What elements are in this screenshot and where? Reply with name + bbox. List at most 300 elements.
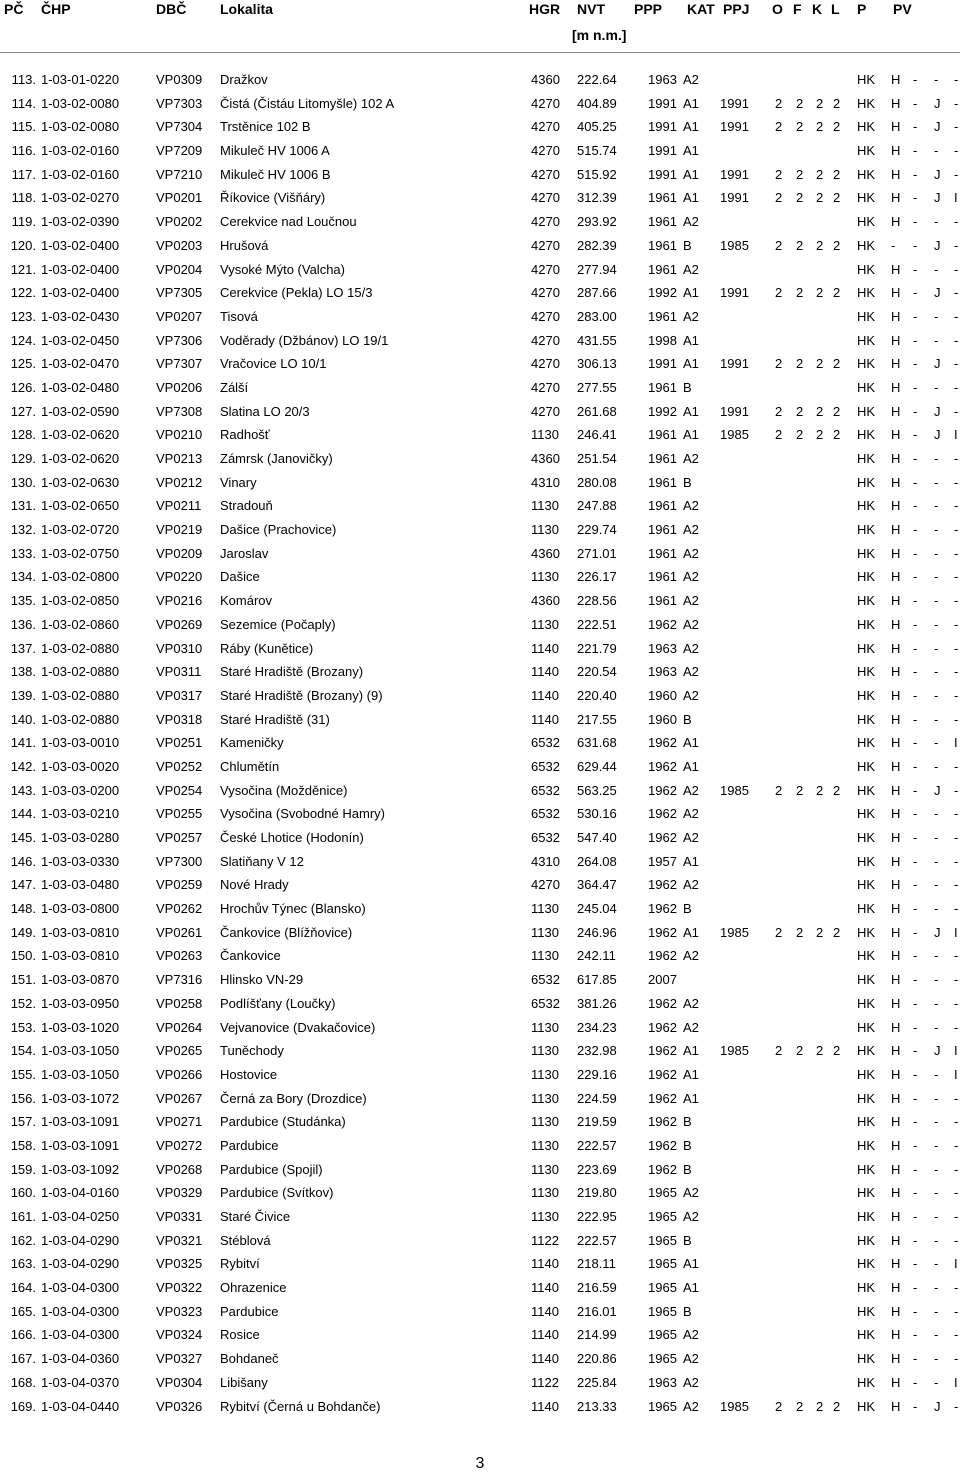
table-row	[0, 1181, 960, 1205]
cell-chp-code: 1-03-04-0290	[41, 1232, 120, 1248]
cell-locality: Ohrazenice	[220, 1280, 287, 1296]
cell-hgr-value: 1140	[531, 1256, 559, 1272]
cell-ppj-year: 1985	[720, 924, 749, 940]
cell-nvt-value: 216.01	[577, 1303, 617, 1319]
cell-nvt-value: 246.96	[577, 924, 617, 940]
cell-ppp-year: 1965	[648, 1256, 677, 1272]
cell-dbc-code: VP0203	[156, 237, 203, 253]
cell-locality: Rybitví (Černá u Bohdanče)	[220, 1398, 381, 1414]
cell-hgr-value: 4270	[531, 332, 560, 348]
cell-dbc-code: VP0310	[156, 640, 203, 656]
cell-p-code: HK	[857, 901, 876, 917]
cell-ppp-year: 1962	[648, 995, 677, 1011]
cell-pv-flag-3: -	[934, 1185, 939, 1201]
header-pv: PV	[893, 1, 912, 17]
page-number: 3	[475, 1455, 485, 1472]
cell-locality: Sezemice (Počaply)	[220, 616, 336, 632]
cell-row-number: 157.	[10, 1114, 36, 1130]
cell-pv-flag-3: -	[934, 1374, 939, 1390]
cell-dbc-code: VP7303	[156, 95, 203, 111]
cell-pv-flag-2: -	[913, 664, 918, 680]
cell-kat-value: B	[683, 1303, 692, 1319]
cell-pv-flag-1: H	[891, 474, 901, 490]
cell-row-number: 156.	[10, 1090, 36, 1106]
table-row	[0, 1039, 960, 1063]
cell-pv-flag-2: -	[913, 1374, 918, 1390]
cell-pv-flag-3: -	[934, 806, 939, 822]
cell-ppp-year: 1962	[648, 1043, 677, 1059]
table-row	[0, 139, 960, 163]
cell-pv-flag-1: H	[891, 830, 901, 845]
cell-kat-value: A1	[683, 924, 699, 940]
cell-locality: Hlinsko VN-29	[220, 972, 304, 988]
cell-pv-flag-3: -	[934, 640, 939, 656]
cell-nvt-value: 216.59	[577, 1280, 617, 1296]
cell-pv-flag-4: -	[954, 522, 959, 538]
cell-pv-flag-3: -	[934, 498, 939, 514]
cell-pv-flag-4: I	[954, 1256, 958, 1272]
cell-pv-flag-1: H	[891, 593, 901, 609]
header-nvt-unit: [m n.m.]	[572, 27, 627, 43]
cell-ppp-year: 1961	[648, 451, 677, 466]
cell-kat-value: A2	[683, 1209, 699, 1224]
table-row	[0, 518, 960, 542]
cell-ppp-year: 1960	[648, 711, 677, 727]
cell-pv-flag-3: J	[934, 1398, 941, 1414]
cell-ppp-year: 1962	[648, 1066, 677, 1082]
cell-locality: Dražkov	[220, 72, 268, 87]
cell-nvt-value: 234.23	[577, 1019, 617, 1035]
cell-locality: Jaroslav	[220, 545, 269, 561]
cell-dbc-code: VP0212	[156, 474, 203, 490]
cell-pv-flag-3: -	[934, 877, 939, 893]
cell-pv-flag-2: -	[913, 830, 918, 845]
cell-hgr-value: 6532	[531, 995, 560, 1011]
cell-pv-flag-4: -	[954, 901, 959, 917]
header-p: P	[857, 1, 867, 17]
cell-pv-flag-2: -	[913, 1280, 918, 1296]
table-row	[0, 660, 960, 684]
cell-pv-flag-1: H	[891, 95, 901, 111]
cell-chp-code: 1-03-02-0860	[41, 616, 120, 632]
cell-kat-value: A1	[683, 332, 699, 348]
cell-nvt-value: 222.64	[577, 72, 617, 87]
cell-pv-flag-1: H	[891, 1232, 901, 1248]
cell-nvt-value: 223.69	[577, 1161, 617, 1177]
cell-pv-flag-4: -	[954, 332, 959, 348]
cell-kat-value: A1	[683, 1090, 699, 1106]
cell-row-number: 165.	[10, 1303, 36, 1319]
cell-nvt-value: 220.54	[577, 664, 617, 680]
cell-row-number: 150.	[10, 948, 36, 964]
cell-pv-flag-1: H	[891, 948, 901, 964]
cell-row-number: 122.	[10, 285, 36, 301]
cell-k-flag: 2	[816, 924, 824, 940]
cell-pv-flag-2: -	[913, 901, 918, 917]
cell-row-number: 144.	[10, 806, 36, 822]
cell-k-flag: 2	[816, 166, 824, 182]
cell-ppj-year: 1991	[720, 403, 749, 419]
cell-pv-flag-1: H	[891, 451, 901, 466]
cell-locality: Vysočina (Možděnice)	[220, 782, 348, 798]
cell-chp-code: 1-03-02-0160	[41, 166, 120, 182]
cell-pv-flag-1: H	[891, 711, 901, 727]
cell-row-number: 158.	[10, 1137, 36, 1153]
cell-f-flag: 2	[796, 285, 804, 301]
cell-pv-flag-4: -	[954, 403, 959, 419]
cell-chp-code: 1-03-04-0440	[41, 1398, 120, 1414]
cell-locality: Pardubice	[220, 1303, 279, 1319]
table-row	[0, 779, 960, 803]
cell-kat-value: B	[683, 1137, 692, 1153]
cell-locality: Radhošť	[220, 427, 270, 443]
cell-pv-flag-4: I	[954, 1043, 958, 1059]
cell-p-code: HK	[857, 1327, 876, 1343]
cell-dbc-code: VP0329	[156, 1185, 203, 1201]
cell-hgr-value: 1140	[531, 687, 559, 703]
cell-p-code: HK	[857, 403, 876, 419]
cell-hgr-value: 1140	[531, 1351, 559, 1367]
cell-kat-value: A1	[683, 285, 699, 301]
cell-p-code: HK	[857, 782, 876, 798]
cell-row-number: 160.	[10, 1185, 36, 1201]
cell-k-flag: 2	[816, 119, 824, 135]
cell-pv-flag-2: -	[913, 545, 918, 561]
cell-dbc-code: VP7300	[156, 853, 203, 869]
cell-row-number: 114.	[11, 95, 36, 111]
cell-pv-flag-2: -	[913, 356, 918, 372]
cell-p-code: HK	[857, 1019, 876, 1035]
cell-p-code: HK	[857, 1351, 876, 1367]
table-header	[0, 0, 960, 52]
cell-row-number: 117.	[11, 166, 36, 182]
cell-row-number: 120.	[10, 237, 36, 253]
cell-pv-flag-3: -	[934, 711, 939, 727]
header-pc: PČ	[4, 1, 24, 17]
cell-chp-code: 1-03-02-0750	[41, 545, 120, 561]
cell-chp-code: 1-03-02-0800	[41, 569, 120, 585]
cell-ppp-year: 1965	[648, 1185, 677, 1201]
table-row	[0, 68, 960, 92]
cell-pv-flag-4: -	[954, 995, 959, 1011]
cell-kat-value: A1	[683, 427, 699, 443]
cell-pv-flag-1: H	[891, 735, 901, 751]
cell-pv-flag-2: -	[913, 687, 918, 703]
cell-f-flag: 2	[796, 237, 804, 253]
cell-chp-code: 1-03-04-0300	[41, 1303, 120, 1319]
cell-row-number: 121.	[10, 261, 36, 277]
cell-pv-flag-4: -	[954, 308, 959, 324]
cell-locality: Vračovice LO 10/1	[220, 356, 327, 372]
cell-kat-value: A2	[683, 451, 699, 466]
cell-pv-flag-1: H	[891, 687, 901, 703]
cell-kat-value: A2	[683, 995, 699, 1011]
cell-ppj-year: 1985	[720, 427, 749, 443]
cell-row-number: 159.	[10, 1161, 36, 1177]
cell-locality: Tisová	[220, 308, 258, 324]
cell-nvt-value: 293.92	[577, 214, 617, 230]
header-kat: KAT	[687, 1, 715, 17]
cell-chp-code: 1-03-04-0290	[41, 1256, 120, 1272]
cell-pv-flag-3: J	[934, 190, 941, 206]
cell-pv-flag-1: H	[891, 1019, 901, 1035]
table-row	[0, 1347, 960, 1371]
cell-p-code: HK	[857, 616, 876, 632]
cell-p-code: HK	[857, 308, 876, 324]
cell-pv-flag-3: -	[934, 1327, 939, 1343]
cell-chp-code: 1-03-04-0360	[41, 1351, 120, 1367]
cell-row-number: 162.	[10, 1232, 36, 1248]
cell-hgr-value: 4270	[531, 119, 560, 135]
cell-pv-flag-3: -	[934, 569, 939, 585]
cell-pv-flag-3: J	[934, 166, 941, 182]
cell-nvt-value: 219.80	[577, 1185, 617, 1201]
cell-dbc-code: VP0322	[156, 1280, 203, 1296]
cell-row-number: 152.	[10, 995, 36, 1011]
cell-k-flag: 2	[816, 1398, 824, 1414]
table-row	[0, 210, 960, 234]
cell-locality: Vinary	[220, 474, 257, 490]
cell-locality: Hostovice	[220, 1066, 278, 1082]
cell-pv-flag-1: H	[891, 285, 901, 301]
cell-f-flag: 2	[796, 403, 804, 419]
cell-pv-flag-1: H	[891, 143, 901, 159]
cell-locality: Staré Hradiště (31)	[220, 711, 330, 727]
cell-hgr-value: 4270	[531, 190, 560, 206]
cell-locality: Vejvanovice (Dvakačovice)	[220, 1019, 376, 1035]
cell-dbc-code: VP0251	[156, 735, 203, 751]
cell-pv-flag-3: -	[934, 853, 939, 869]
cell-locality: Pardubice	[220, 1137, 279, 1153]
cell-chp-code: 1-03-02-0880	[41, 711, 120, 727]
cell-pv-flag-2: -	[913, 782, 918, 798]
cell-pv-flag-4: -	[954, 1019, 959, 1035]
cell-p-code: HK	[857, 1303, 876, 1319]
cell-pv-flag-1: H	[891, 1256, 901, 1272]
cell-f-flag: 2	[796, 119, 804, 135]
cell-row-number: 147.	[10, 877, 36, 893]
cell-ppp-year: 1962	[648, 616, 677, 632]
cell-hgr-value: 1140	[531, 640, 559, 656]
cell-locality: Mikuleč HV 1006 B	[220, 166, 331, 182]
cell-pv-flag-2: -	[913, 593, 918, 609]
cell-pv-flag-2: -	[913, 1327, 918, 1343]
cell-dbc-code: VP0259	[156, 877, 203, 893]
cell-pv-flag-4: -	[954, 758, 959, 774]
cell-hgr-value: 4270	[531, 237, 560, 253]
cell-pv-flag-2: -	[913, 451, 918, 466]
cell-nvt-value: 247.88	[577, 498, 617, 514]
cell-l-flag: 2	[833, 95, 841, 111]
cell-chp-code: 1-03-03-0950	[41, 995, 120, 1011]
cell-pv-flag-4: -	[954, 1209, 959, 1224]
cell-dbc-code: VP0311	[156, 664, 202, 680]
cell-locality: Podlíšťany (Loučky)	[220, 995, 336, 1011]
cell-kat-value: A1	[683, 119, 699, 135]
cell-hgr-value: 4270	[531, 166, 560, 182]
cell-pv-flag-2: -	[913, 877, 918, 893]
cell-locality: Slatina LO 20/3	[220, 403, 310, 419]
header-l: L	[831, 1, 840, 17]
cell-pv-flag-3: -	[934, 664, 939, 680]
cell-pv-flag-4: -	[954, 1232, 959, 1248]
cell-chp-code: 1-03-04-0300	[41, 1327, 120, 1343]
cell-pv-flag-2: -	[913, 427, 918, 443]
cell-o-flag: 2	[775, 427, 783, 443]
table-row	[0, 637, 960, 661]
cell-dbc-code: VP0204	[156, 261, 203, 277]
table-row	[0, 1323, 960, 1347]
cell-nvt-value: 287.66	[577, 285, 617, 301]
cell-dbc-code: VP0219	[156, 522, 203, 538]
cell-nvt-value: 229.16	[577, 1066, 617, 1082]
cell-chp-code: 1-03-04-0300	[41, 1280, 120, 1296]
cell-pv-flag-3: -	[934, 995, 939, 1011]
cell-ppp-year: 1965	[648, 1232, 677, 1248]
cell-pv-flag-4: -	[954, 640, 959, 656]
cell-pv-flag-3: -	[934, 214, 939, 230]
cell-kat-value: B	[683, 711, 692, 727]
cell-pv-flag-2: -	[913, 308, 918, 324]
cell-pv-flag-1: H	[891, 332, 901, 348]
cell-kat-value: A2	[683, 687, 699, 703]
cell-dbc-code: VP0220	[156, 569, 203, 585]
cell-pv-flag-4: -	[954, 237, 959, 253]
cell-p-code: HK	[857, 1114, 876, 1130]
cell-pv-flag-4: -	[954, 95, 959, 111]
cell-dbc-code: VP0216	[156, 593, 203, 609]
cell-chp-code: 1-03-03-0200	[41, 782, 120, 798]
cell-kat-value: A1	[683, 735, 699, 751]
cell-pv-flag-3: -	[934, 972, 939, 988]
cell-kat-value: A2	[683, 616, 699, 632]
cell-pv-flag-2: -	[913, 1043, 918, 1059]
cell-ppj-year: 1991	[720, 119, 749, 135]
cell-pv-flag-3: -	[934, 379, 939, 395]
cell-chp-code: 1-03-03-0800	[41, 901, 120, 917]
cell-row-number: 129.	[10, 451, 36, 466]
cell-pv-flag-1: H	[891, 1303, 901, 1319]
cell-pv-flag-1: H	[891, 1090, 901, 1106]
cell-nvt-value: 214.99	[577, 1327, 617, 1343]
cell-chp-code: 1-03-04-0370	[41, 1374, 120, 1390]
cell-pv-flag-4: I	[954, 427, 958, 443]
cell-pv-flag-2: -	[913, 119, 918, 135]
cell-pv-flag-2: -	[913, 403, 918, 419]
cell-p-code: HK	[857, 1185, 876, 1201]
cell-ppp-year: 1965	[648, 1327, 677, 1343]
cell-pv-flag-2: -	[913, 948, 918, 964]
cell-locality: Bohdaneč	[220, 1351, 279, 1367]
cell-nvt-value: 218.11	[577, 1256, 616, 1272]
cell-pv-flag-3: J	[934, 924, 941, 940]
table-row	[0, 542, 960, 566]
cell-pv-flag-4: -	[954, 569, 959, 585]
cell-k-flag: 2	[816, 403, 824, 419]
cell-pv-flag-2: -	[913, 214, 918, 230]
cell-hgr-value: 4360	[531, 593, 560, 609]
cell-pv-flag-2: -	[913, 924, 918, 940]
cell-ppp-year: 1961	[648, 214, 677, 230]
cell-ppp-year: 1962	[648, 924, 677, 940]
cell-hgr-value: 6532	[531, 806, 560, 822]
cell-row-number: 164.	[10, 1280, 36, 1296]
cell-nvt-value: 515.74	[577, 143, 617, 159]
cell-dbc-code: VP0211	[156, 498, 202, 514]
cell-ppp-year: 1998	[648, 332, 677, 348]
cell-kat-value: A1	[683, 1280, 699, 1296]
cell-dbc-code: VP7209	[156, 143, 203, 159]
cell-nvt-value: 222.51	[577, 616, 617, 632]
cell-dbc-code: VP7308	[156, 403, 203, 419]
cell-kat-value: A2	[683, 948, 699, 964]
table-row	[0, 565, 960, 589]
cell-chp-code: 1-03-03-0870	[41, 972, 120, 988]
cell-nvt-value: 515.92	[577, 166, 617, 182]
table-row	[0, 1110, 960, 1134]
cell-hgr-value: 1122	[531, 1232, 559, 1248]
cell-hgr-value: 1130	[531, 1090, 559, 1106]
cell-pv-flag-4: I	[954, 190, 958, 206]
cell-p-code: HK	[857, 143, 876, 159]
cell-row-number: 127.	[10, 403, 36, 419]
cell-pv-flag-3: -	[934, 1209, 939, 1224]
cell-nvt-value: 547.40	[577, 830, 617, 845]
cell-nvt-value: 271.01	[577, 545, 617, 561]
cell-p-code: HK	[857, 1043, 876, 1059]
cell-chp-code: 1-03-02-0270	[41, 190, 120, 206]
cell-pv-flag-2: -	[913, 143, 918, 159]
header-hgr: HGR	[529, 1, 561, 17]
cell-kat-value: A1	[683, 1256, 699, 1272]
table-row	[0, 1016, 960, 1040]
cell-pv-flag-2: -	[913, 474, 918, 490]
cell-locality: Mikuleč HV 1006 A	[220, 143, 330, 159]
cell-pv-flag-3: -	[934, 1280, 939, 1296]
cell-dbc-code: VP0201	[156, 190, 203, 206]
cell-row-number: 134.	[10, 569, 36, 585]
cell-ppp-year: 1962	[648, 806, 677, 822]
cell-hgr-value: 4270	[531, 261, 560, 277]
cell-kat-value: A2	[683, 261, 699, 277]
cell-nvt-value: 251.54	[577, 451, 617, 466]
cell-hgr-value: 6532	[531, 782, 560, 798]
cell-p-code: HK	[857, 356, 876, 372]
cell-locality: Zálší	[220, 379, 249, 395]
table-row	[0, 329, 960, 353]
cell-kat-value: A1	[683, 190, 699, 206]
cell-kat-value: A2	[683, 569, 699, 585]
cell-k-flag: 2	[816, 237, 824, 253]
cell-pv-flag-1: H	[891, 190, 901, 206]
cell-pv-flag-2: -	[913, 616, 918, 632]
cell-hgr-value: 4270	[531, 285, 560, 301]
cell-kat-value: A1	[683, 403, 699, 419]
cell-locality: Staré Hradiště (Brozany)	[220, 664, 364, 680]
cell-pv-flag-4: I	[954, 735, 958, 751]
cell-f-flag: 2	[796, 95, 804, 111]
cell-ppp-year: 1961	[648, 569, 677, 585]
cell-pv-flag-4: -	[954, 1185, 959, 1201]
cell-pv-flag-2: -	[913, 261, 918, 277]
cell-pv-flag-4: -	[954, 166, 959, 182]
cell-hgr-value: 6532	[531, 735, 560, 751]
cell-l-flag: 2	[833, 166, 841, 182]
cell-row-number: 125.	[10, 356, 36, 372]
cell-pv-flag-1: H	[891, 308, 901, 324]
cell-kat-value: A2	[683, 545, 699, 561]
cell-p-code: HK	[857, 451, 876, 466]
